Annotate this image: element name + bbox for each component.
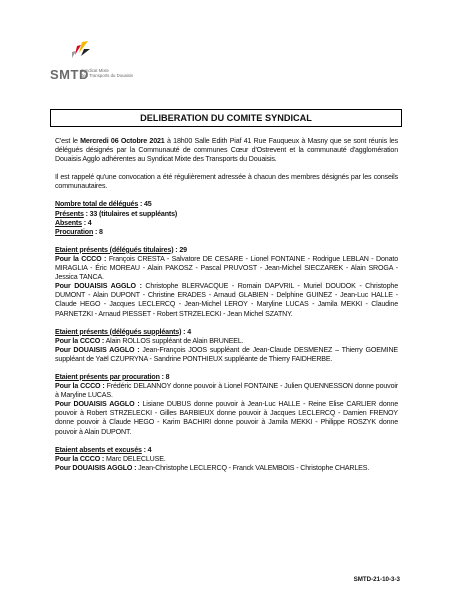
- total-value: : 45: [138, 200, 152, 209]
- procuration-count: : 8: [159, 372, 170, 381]
- smtd-logo: [50, 40, 134, 95]
- absents-ccco-list: Marc DELECLUSE.: [104, 454, 166, 463]
- total-label: Nombre total de délégués: [55, 200, 139, 209]
- suppleants-ccco: [55, 337, 398, 346]
- titulaires-ccco-list: François CRESTA - Salvatore DE CESARE - Lionel FONTAINE - Rodrigue LEBLAN - Donato MIRAGLIA - Éric MOREAU - Alain PAKOSZ - Pascal PRUVOST - Jean-Michel SIECZAREK - Alain SROGA - Jessica TANCA.: [55, 254, 399, 282]
- logo-acronym: SMTD: [50, 67, 89, 82]
- titulaires-heading: [55, 246, 398, 255]
- intro-text: à 18h00 Salle Edith Piaf 41 Rue Fauqueux à Masny que se sont réunis les délégués désignés par la Communauté de communes Cœur d'Ostrevent et la communauté d'agglomération Douaisis Agglo adhérentes au Syndicat Mixte des Transports du Douaisis.: [55, 137, 398, 164]
- procuration-heading-label: Etaient présents par procuration: [55, 372, 160, 381]
- agglo-label: Pour DOUAISIS AGGLO :: [55, 400, 140, 409]
- suppleants-count: : 4: [181, 327, 192, 336]
- absents-heading-label: Etaient absents et excusés: [55, 445, 142, 454]
- titulaires-ccco: [55, 255, 398, 282]
- proxy-value: : 8: [93, 227, 103, 236]
- ccco-label: Pour la CCCO :: [55, 254, 107, 263]
- logo-subtitle: [81, 68, 141, 79]
- document-title: DELIBERATION DU COMITE SYNDICAL: [50, 109, 402, 127]
- titulaires-agglo-list: Christophe BLERVACQUE - Romain DAPVRIL - Muriel DOUDOK - Christophe DUMONT - Alain DUPONT - Christine ERADES - Arnaud GLABIEN - Delphine GUINEZ - Jean-Luc HALLE - Claude HEGO - Jacques LECLERCQ - Jean-Michel LEROY - Maryline LUCAS - Jamila MEKKI - Claudine PARNETZKI - Arnaud PIESSET - Robert STRZELECKI - Jean Michel SZATNY.: [55, 282, 398, 318]
- deliberation-body: [55, 137, 398, 473]
- procuration-ccco: [55, 382, 398, 400]
- total-delegates: [55, 200, 398, 209]
- proxy-label: Procuration: [55, 227, 94, 236]
- absents-agglo-list: Jean-Christophe LECLERCQ - Franck VALEMBOIS - Christophe CHARLES.: [136, 463, 370, 472]
- suppleants-heading-label: Etaient présents (délégués suppléants): [55, 327, 182, 336]
- present-label: Présents: [55, 209, 84, 218]
- agglo-label: Pour DOUAISIS AGGLO :: [55, 345, 140, 354]
- ccco-label: Pour la CCCO :: [55, 454, 105, 463]
- absents-ccco: [55, 455, 398, 464]
- agglo-label: Pour DOUAISIS AGGLO :: [55, 463, 137, 472]
- absents-agglo: [55, 464, 398, 473]
- suppleants-heading: [55, 328, 398, 337]
- proxy-count: [55, 228, 398, 237]
- procuration-heading: [55, 373, 398, 382]
- suppleants-agglo: [55, 346, 398, 364]
- titulaires-agglo: [55, 282, 398, 318]
- reminder-paragraph: Il est rappelé qu'une convocation a été régulièrement adressée à chacun des membres désignés par les conseils communautaires.: [55, 173, 398, 191]
- meeting-date: Mercredi 06 Octobre 2021: [80, 137, 165, 145]
- absent-value: : 4: [81, 218, 92, 227]
- present-value: : 33 (titulaires et suppléants): [83, 209, 178, 218]
- suppleants-agglo-list: Jean-François JOOS suppléant de Jean-Claude DESMENEZ – Thierry GOEMINE suppléant de Yaël CZUPRYNA - Sandrine PONTHIEUX suppléante de Thierry FAIDHERBE.: [55, 345, 398, 363]
- titulaires-count: : 29: [173, 245, 187, 254]
- intro-prefix: C'est le: [55, 137, 81, 145]
- suppleants-ccco-list: Alain ROLLOS suppléant de Alain BRUNEEL.: [104, 336, 244, 345]
- titulaires-heading-label: Etaient présents (délégués titulaires): [55, 245, 174, 254]
- absents-count: : 4: [141, 445, 152, 454]
- procuration-agglo-list: Lisiane DUBUS donne pouvoir à Jean-Luc HALLE - Reine Elise CARLIER donne pouvoir à Robert STRZELECKI - Gilles BARBIEUX donne pouvoir à Jacques LECLERCQ - Damien FRENOY donne pouvoir à Claude HEGO - Karim BACHIRI donne pouvoir à Jamila MEKKI - Philippe ROSZYK donne pouvoir à Alain DUPONT.: [55, 400, 398, 436]
- procuration-agglo: [55, 400, 398, 436]
- intro-paragraph: [55, 137, 398, 164]
- absent-count: [55, 219, 398, 228]
- document-reference: SMTD-21-10-3-3: [353, 576, 400, 583]
- logo-subtitle-line1: Syndicat Mixte: [81, 68, 109, 73]
- ccco-label: Pour la CCCO :: [55, 382, 105, 391]
- logo-graphic: [62, 40, 92, 66]
- agglo-label: Pour DOUAISIS AGGLO :: [55, 282, 142, 291]
- ccco-label: Pour la CCCO :: [55, 336, 105, 345]
- present-count: [55, 210, 398, 219]
- logo-subtitle-line2: des Transports du Douaisis: [81, 73, 134, 79]
- procuration-ccco-list: Frédéric DELANNOY donne pouvoir à Lionel FONTAINE - Julien QUENNESSON donne pouvoir à Maryline LUCAS.: [55, 382, 398, 400]
- absent-label: Absents: [55, 218, 82, 227]
- absents-heading: [55, 446, 398, 455]
